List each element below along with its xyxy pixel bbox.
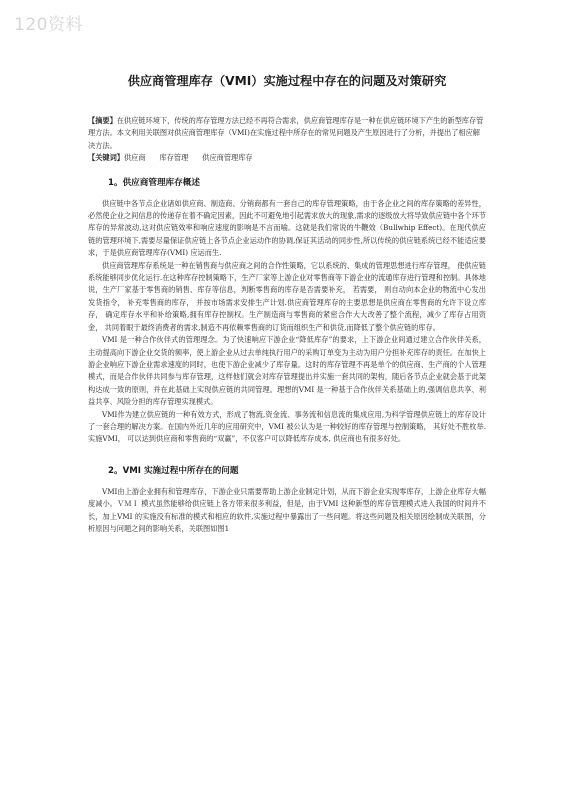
section-body bbox=[88, 198, 486, 446]
paragraph: 供应链中各节点企业诸如供应商、制造商、分销商都有一套自己的库存管理策略，由于各企业之间的库存策略的差异性，必然使企业之间信息的传递存在着不确定因素，因此不可避免地引起需求放大的现象,需求的逐级放大将导致供应链中各个环节库存的异常波动,这对供应链效率和响应速度的影响是不言而喻。这就是我们常说的牛鞭效（Bullwhip Effect)。在现代供应链的管理环境下,需要尽量保证供应链上各节点企业运动作的协调,保证其活动的同步性,所以传统的供应链系统已经不能适应要求，于是供应商管理库存(VMI) 应运而生. bbox=[88, 198, 486, 258]
abstract-block bbox=[88, 115, 486, 165]
paragraph: VMI作为建立供应链的一种有效方式，形成了物流,资金流、事务流和信息流的集成应用,为科学管理供应链上的库存设计了一套合理的解决方案。在国内外近几年的应用研究中，VMI 被公认为是一种较好的库存管理与控制策略， 其好处不胜枚举.实施VMI， 可以达到供应商和零售商的“双赢”，不仅客户可以降低库存成本, 供应商也有很多好处。 bbox=[88, 409, 486, 444]
paragraph: VMI 是一种合作伙伴式的管理理念。为了快速响应下游企业“降低库存”的要求，上下游企业间通过建立合作伙伴关系，主动提高向下游企业交货的频率，使上游企业从过去单纯执行用户的采购订单变为主动为用户分担补充库存的责任。在加快上游企业响应下游企业需求速度的同时，也使下游企业减少了库存量。这时的库存管理不再是单个的供应商、生产商的个人管理模式，而是合作伙伴共同参与库存管理，这样他们就会对库存管理提出并实施一套共同的架构，随后各节点企业就会基于此架构达成一致的原则，并在此基础上实现供应链的共同管理。理想的VMI 是一种基于合作伙伴关系基础上的,强调信息共享、利益共享、风险分担的库存管理实现模式。 bbox=[88, 335, 486, 407]
keyword: 库存管理 bbox=[159, 153, 189, 163]
abstract bbox=[88, 115, 486, 152]
section-body bbox=[88, 486, 486, 536]
section-heading: 2。VMI 实施过程中所存在的问题 bbox=[108, 465, 239, 476]
watermark: 120资料 bbox=[14, 15, 83, 35]
document-title: 供应商管理库存（VMI）实施过程中存在的问题及对策研究 bbox=[127, 74, 447, 88]
section-heading: 1。供应商管理库存概述 bbox=[108, 177, 200, 188]
keyword: 供应商 bbox=[123, 153, 146, 163]
abstract-tag: 【摘要】 bbox=[88, 116, 117, 125]
paragraph: 供应商管理库存系统是一种在销售商与供应商之间的合作性策略，它以系统的、集成的管理思想进行库存管理， 使供应链系统能够同步优化运行.在这种库存控制策略下，生产厂家等上游企业对零售商等下游企业的流通库存进行管理和控制。具体地说，生产厂家基于零售商的销售、库存等信息，判断零售商的库存是否需要补充， 若需要， 则自动向本企业的物流中心发出发货指令， 补充零售商的库存， 并按市场需求安排生产计划.供应商管理库存的主要思想是供应商在零售商的允许下设立库存， 确定库存水平和补给策略,拥有库存控制权。生产制造商与零售商的紧密合作大大改善了整个流程，减少了库存占用资金， 共同着眼于最终消费者的需求,制造不再依赖零售商的订货而组织生产和供货,而降低了整个供应链的库存。 bbox=[88, 260, 486, 332]
abstract-text: 在供应链环境下，传统的库存管理方法已经不再符合需求，供应商管理库存是一种在供应链环境下产生的新型库存管理方法。本文利用关联图对供应商管理库存（VMI)在实施过程中所存在的常见问题及产生原因进行了分析，并提出了相应解决方法。 bbox=[88, 116, 484, 150]
document-page bbox=[88, 0, 486, 535]
keywords bbox=[88, 152, 486, 164]
keywords-tag: 【关键词】 bbox=[88, 153, 124, 163]
paragraph: VMI由上游企业拥有和管理库存，下游企业只需要帮助上游企业制定计划，从而下游企业实现零库存，上游企业库存大幅度减小。ＶＭＩ 模式虽然能够给供应链上各方带来很多利益，但是，由于VMI 这种新型的库存管理模式进入我国的时间并不长，加上VMI 的实施没有标准的模式和相应的软件,实施过程中暴露出了一些问题。将这些问题及相关原因绘制成关联图，分析原因与问题之间的影响关系，关联图如图1 bbox=[88, 486, 486, 533]
keyword: 供应商管理库存 bbox=[202, 153, 253, 163]
